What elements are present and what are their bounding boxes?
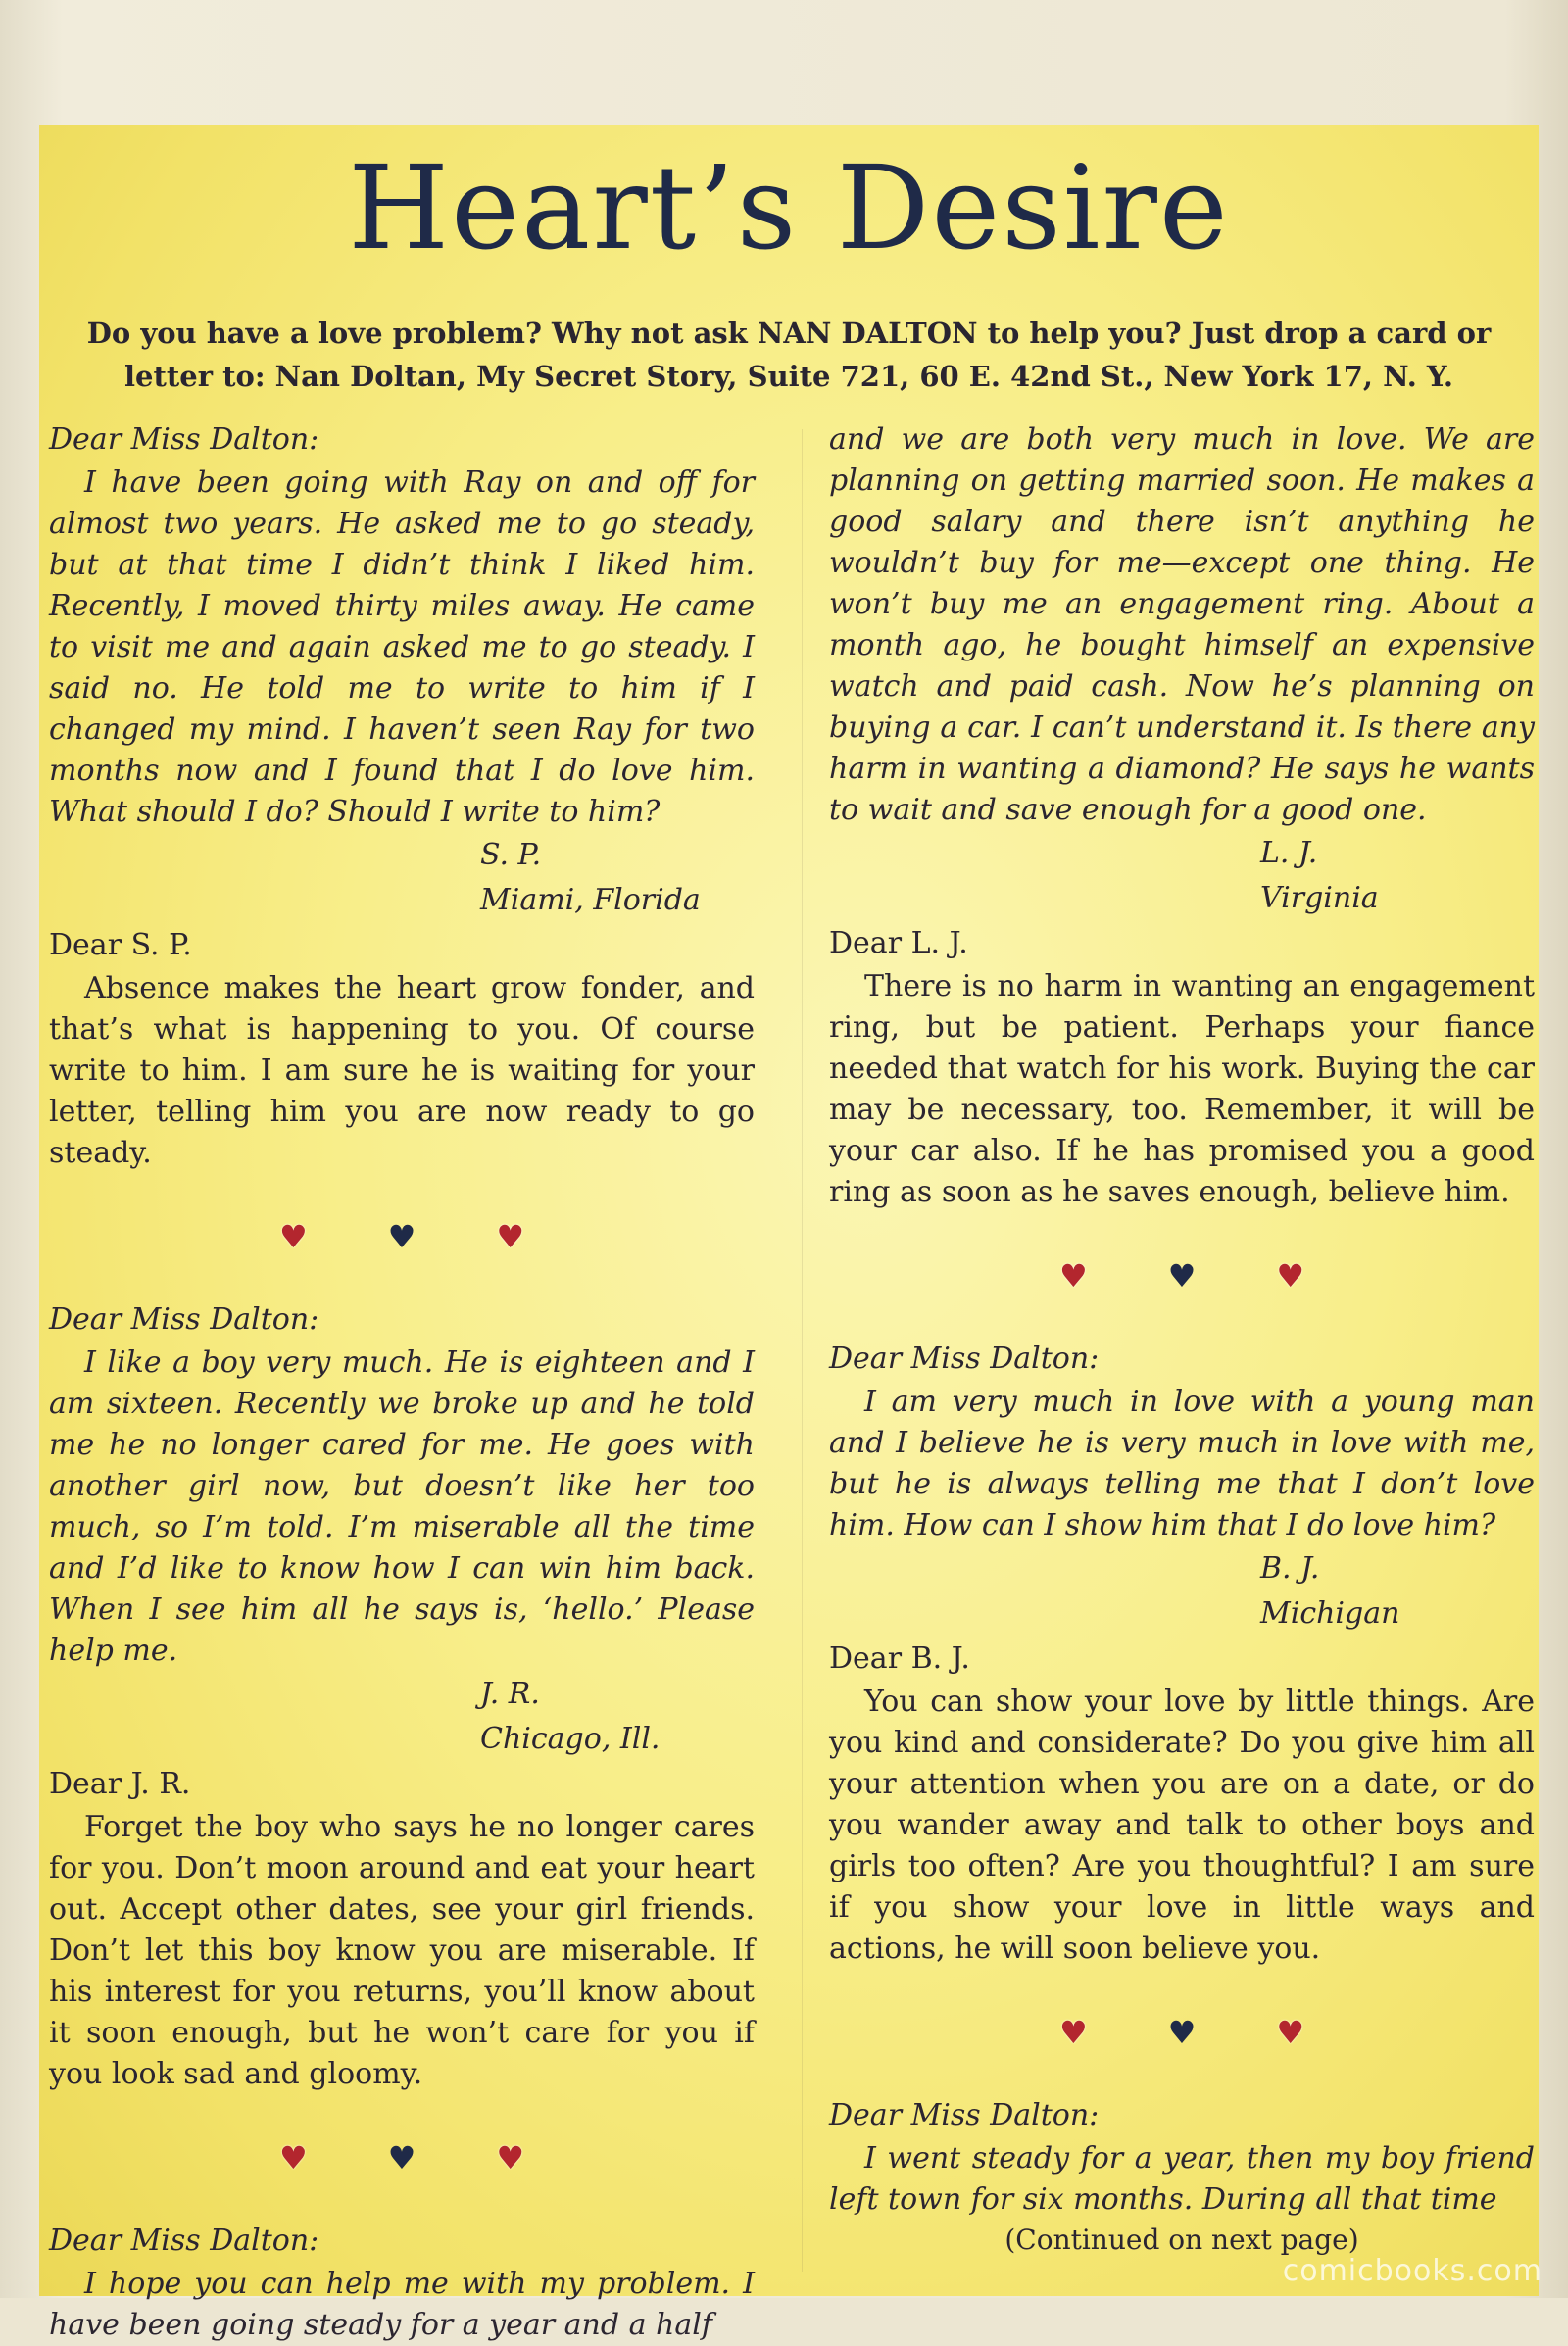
heart-icon: ♥ xyxy=(387,2139,416,2176)
letter-body: and we are both very much in love. We are planning on getting married soon. He makes a good salary and there isn’t anything he wouldn’t buy for me—except one thing. He won’t buy me an engagement ring. About a month ago, he bought himself an expensive watch and paid cash. Now he’s planning on buying a car. I can’t understand it. Is there any harm in wanting a diamond? He says he wants to wait and save enough for a good one. xyxy=(829,422,1535,827)
letter-lj-continued xyxy=(829,419,1535,919)
letter-initials: L. J. xyxy=(1260,836,1318,870)
letter-body: I hope you can help me with my problem. I have been going steady for a year and a half xyxy=(49,2267,755,2342)
letter-sp xyxy=(49,419,755,921)
letter-greeting: Dear Miss Dalton: xyxy=(49,2224,319,2258)
letter-place: Chicago, Ill. xyxy=(480,1722,661,1756)
letter-jr xyxy=(49,1299,755,1760)
letter-greeting: Dear Miss Dalton: xyxy=(829,1342,1100,1376)
heart-icon: ♥ xyxy=(278,2139,308,2176)
reply-lj xyxy=(829,923,1535,1213)
heart-divider xyxy=(49,1217,755,1256)
site-watermark: comicbooks.com xyxy=(1282,2254,1543,2288)
letter-place: Virginia xyxy=(1260,881,1379,915)
heart-icon: ♥ xyxy=(1167,1257,1197,1295)
letter-six-months xyxy=(829,2095,1535,2260)
page-title: Heart’s Desire xyxy=(348,140,1230,275)
heart-divider xyxy=(49,2138,755,2177)
heart-icon: ♥ xyxy=(1276,2014,1305,2051)
continued-note: (Continued on next page) xyxy=(1004,2224,1359,2256)
left-column xyxy=(49,419,755,2342)
letter-body: I went steady for a year, then my boy friend left town for six months. During all that time xyxy=(829,2141,1535,2217)
heart-divider xyxy=(829,2013,1535,2052)
letter-bj xyxy=(829,1339,1535,1635)
letter-initials: S. P. xyxy=(480,838,542,872)
heart-icon: ♥ xyxy=(387,1218,416,1255)
letters-panel xyxy=(39,125,1539,2342)
reply-body: Forget the boy who says he no longer cares for you. Don’t moon around and eat your heart out. Accept other dates, see your girl friends. Don’t let this boy know you are miserable. If his interest for you returns, you’ll know about it soon enough, but he won’t care for you if you look sad and gloomy. xyxy=(49,1810,755,2091)
letter-half-year xyxy=(49,2221,755,2346)
heart-icon: ♥ xyxy=(1276,1257,1305,1295)
reply-greeting: Dear L. J. xyxy=(829,926,968,960)
heart-divider xyxy=(829,1256,1535,1295)
letter-place: Michigan xyxy=(1260,1596,1400,1631)
letter-initials: J. R. xyxy=(480,1677,540,1711)
heart-icon: ♥ xyxy=(278,1218,308,1255)
letter-place: Miami, Florida xyxy=(480,883,701,917)
letter-greeting: Dear Miss Dalton: xyxy=(829,2098,1100,2132)
heart-icon: ♥ xyxy=(496,2139,525,2176)
right-column xyxy=(829,419,1535,2291)
letter-greeting: Dear Miss Dalton: xyxy=(49,422,319,457)
letter-body: I have been going with Ray on and off for almost two years. He asked me to go steady, but at that time I didn’t think I liked him. Recently, I moved thirty miles away. He came to visit me and again asked me to go steady. I said no. He told me to write to him if I changed my mind. I haven’t seen Ray for two months now and I found that I do love him. What should I do? Should I write to him? xyxy=(49,465,755,829)
reply-jr xyxy=(49,1764,755,2095)
letter-greeting: Dear Miss Dalton: xyxy=(49,1302,319,1337)
heart-icon: ♥ xyxy=(1167,2014,1197,2051)
reply-body: You can show your love by little things. Are you kind and considerate? Do you give him all your attention when you are on a date, or do you wander away and talk to other boys and girls too often? Are you thoughtful? I am sure if you show your love in little ways and actions, he will soon believe you. xyxy=(829,1685,1535,1966)
column-divider xyxy=(802,429,803,2272)
heart-icon: ♥ xyxy=(1058,1257,1088,1295)
letter-initials: B. J. xyxy=(1260,1551,1320,1586)
reply-greeting: Dear S. P. xyxy=(49,928,192,962)
reply-greeting: Dear B. J. xyxy=(829,1641,970,1676)
letter-body: I am very much in love with a young man and I believe he is very much in love with me, but he is always telling me that I don’t love him. How can I show him that I do love him? xyxy=(829,1385,1535,1542)
intro-text: Do you have a love problem? Why not ask NAN DALTON to help you? Just drop a card or letter to: Nan Doltan, My Secret Story, Suite 721, 60 E. 42nd St., New York 17, N. Y. xyxy=(86,317,1492,393)
heart-icon: ♥ xyxy=(496,1218,525,1255)
letter-body: I like a boy very much. He is eighteen and I am sixteen. Recently we broke up and he told me he no longer cared for me. He goes with another girl now, but doesn’t like her too much, so I’m told. I’m miserable all the time and I’d like to know how I can win him back. When I see him all he says is, ‘hello.’ Please help me. xyxy=(49,1345,755,1668)
reply-greeting: Dear J. R. xyxy=(49,1767,191,1801)
heart-icon: ♥ xyxy=(1058,2014,1088,2051)
reply-body: There is no harm in wanting an engagement ring, but be patient. Perhaps your fiance needed that watch for his work. Buying the car may be necessary, too. Remember, it will be your car also. If he has promised you a good ring as soon as he saves enough, believe him. xyxy=(829,969,1535,1209)
reply-body: Absence makes the heart grow fonder, and that’s what is happening to you. Of course write to him. I am sure he is waiting for your letter, telling him you are now ready to go steady. xyxy=(49,971,755,1170)
reply-sp xyxy=(49,925,755,1174)
reply-bj xyxy=(829,1638,1535,1970)
